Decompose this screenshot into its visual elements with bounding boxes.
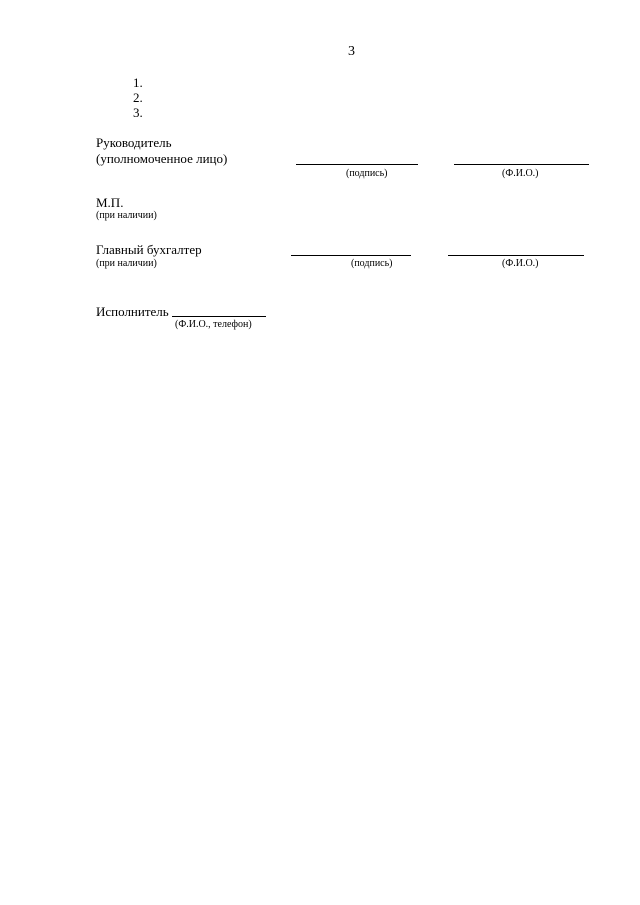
- accountant-name-caption: (Ф.И.О.): [502, 258, 539, 269]
- accountant-title: Главный бухгалтер: [96, 242, 202, 257]
- list-item: 3.: [133, 105, 143, 120]
- executor-label: Исполнитель: [96, 304, 169, 319]
- head-sign-caption: (подпись): [346, 168, 388, 179]
- head-subtitle: (уполномоченное лицо): [96, 151, 228, 166]
- head-name-line[interactable]: [454, 164, 589, 165]
- head-signature-line[interactable]: [296, 164, 418, 165]
- accountant-note: (при наличии): [96, 258, 157, 269]
- list-item: 2.: [133, 90, 143, 105]
- executor-line[interactable]: [172, 316, 266, 317]
- accountant-sign-caption: (подпись): [351, 258, 393, 269]
- list-item: 1.: [133, 75, 143, 90]
- executor-caption: (Ф.И.О., телефон): [175, 319, 252, 330]
- page-number: 3: [348, 44, 355, 59]
- seal-label: М.П.: [96, 195, 124, 210]
- seal-note: (при наличии): [96, 210, 157, 221]
- head-name-caption: (Ф.И.О.): [502, 168, 539, 179]
- head-title: Руководитель: [96, 135, 172, 150]
- accountant-signature-line[interactable]: [291, 255, 411, 256]
- accountant-name-line[interactable]: [448, 255, 584, 256]
